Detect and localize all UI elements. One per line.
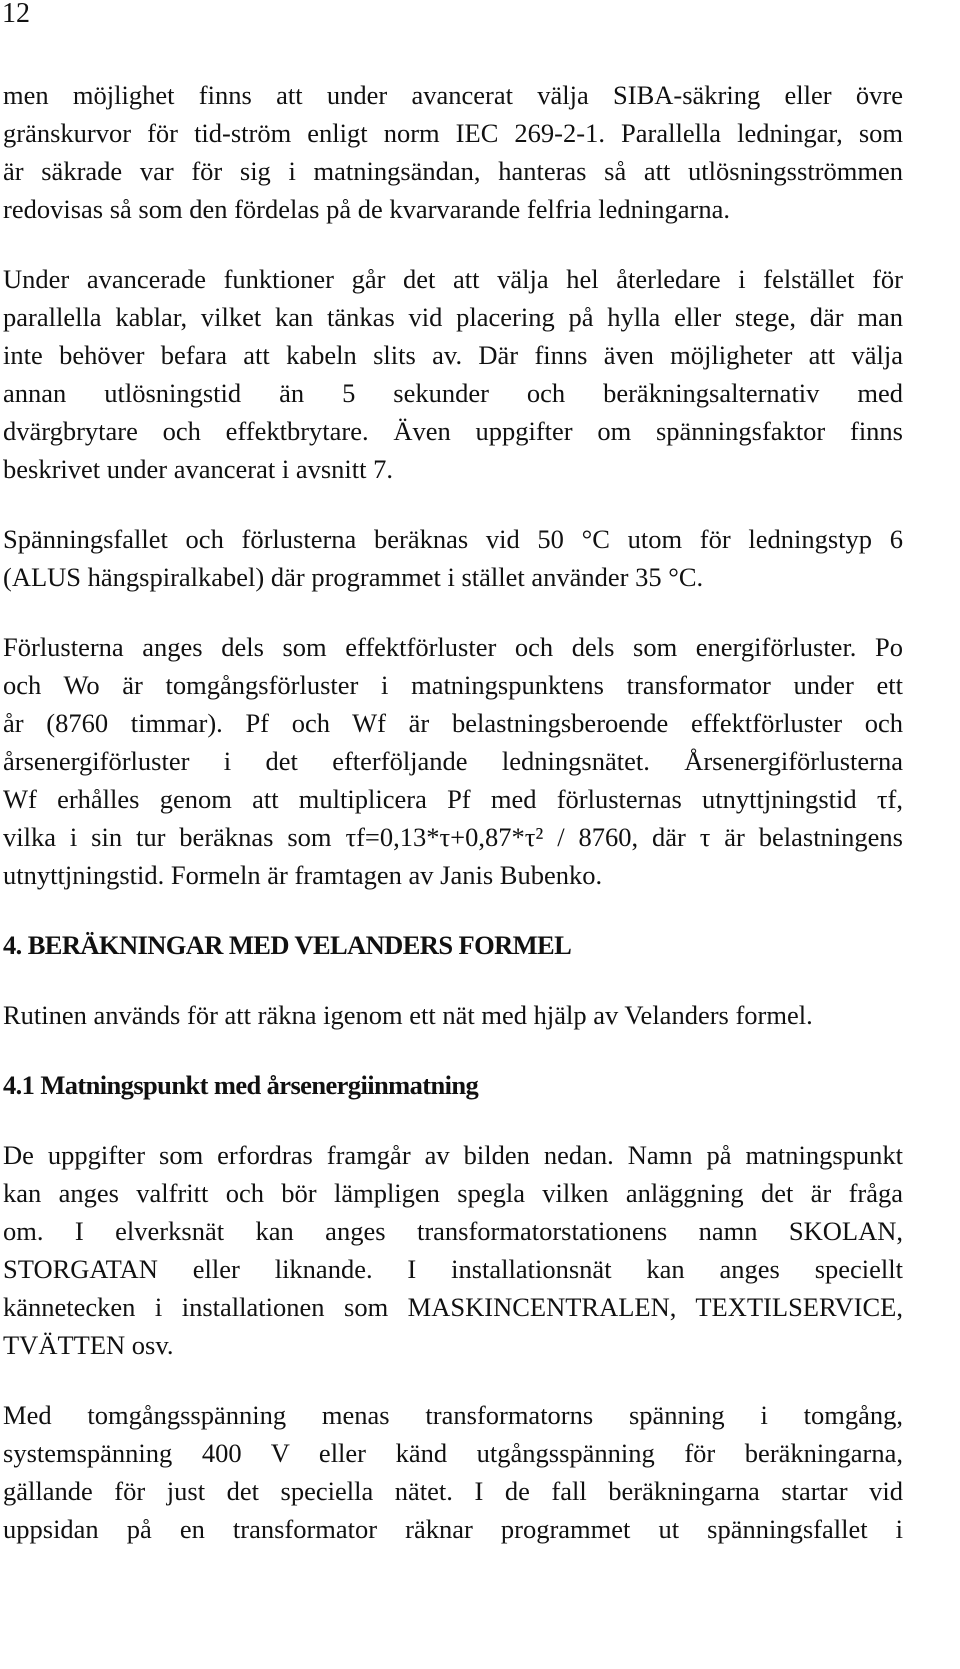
- text-line: Förlusterna anges dels som effektförluster och dels som energiförluster. Po: [3, 632, 903, 662]
- text-line: STORGATAN eller liknande. I installationsnät kan anges speciellt: [3, 1254, 903, 1284]
- text-line: Med tomgångsspänning menas transformatorns spänning i tomgång,: [3, 1400, 903, 1430]
- text-line: men möjlighet finns att under avancerat välja SIBA-säkring eller övre: [3, 80, 903, 110]
- text-line: beskrivet under avancerat i avsnitt 7.: [3, 454, 393, 484]
- paragraph-siba: [3, 76, 903, 228]
- text-line: om. I elverksnät kan anges transformatorstationens namn SKOLAN,: [3, 1216, 903, 1246]
- paragraph-velander: [3, 996, 903, 1034]
- text-line: gränskurvor för tid-ström enligt norm IEC 269-2-1. Parallella ledningar, som: [3, 118, 903, 148]
- text-line: kan anges valfritt och bör lämpligen spegla vilken anläggning det är fråga: [3, 1178, 903, 1208]
- document-body: [3, 76, 903, 1548]
- text-line: gällande för just det speciella nätet. I de fall beräkningarna startar vid: [3, 1476, 903, 1506]
- text-line: Spänningsfallet och förlusterna beräknas vid 50 °C utom för ledningstyp 6: [3, 524, 903, 554]
- text-line: De uppgifter som erfordras framgår av bilden nedan. Namn på matningspunkt: [3, 1140, 903, 1170]
- text-line: kännetecken i installationen som MASKINCENTRALEN, TEXTILSERVICE,: [3, 1292, 903, 1322]
- paragraph-voltage-drop: [3, 520, 903, 596]
- text-line: systemspänning 400 V eller känd utgångsspänning för beräkningarna,: [3, 1438, 903, 1468]
- text-line: inte behöver befara att kabeln slits av. Där finns även möjligheter att välja: [3, 340, 903, 370]
- text-line: dvärgbrytare och effektbrytare. Även uppgifter om spänningsfaktor finns: [3, 416, 903, 446]
- text-line: är säkrade var för sig i matningsändan, hanteras så att utlösningsströmmen: [3, 156, 903, 186]
- text-line: (ALUS hängspiralkabel) där programmet i stället använder 35 °C.: [3, 562, 704, 592]
- text-line: årsenergiförluster i det efterföljande ledningsnätet. Årsenergiförlusterna: [3, 746, 903, 776]
- text-line: utnyttjningstid. Formeln är framtagen av Janis Bubenko.: [3, 860, 603, 890]
- text-line: Rutinen används för att räkna igenom ett nät med hjälp av Velanders formel.: [3, 1000, 813, 1030]
- text-line: annan utlösningstid än 5 sekunder och beräkningsalternativ med: [3, 378, 903, 408]
- text-line: Wf erhålles genom att multiplicera Pf med förlusternas utnyttjningstid τf,: [3, 784, 903, 814]
- paragraph-no-load-voltage: [3, 1396, 903, 1548]
- text-line: TVÄTTEN osv.: [3, 1330, 174, 1360]
- paragraph-losses: [3, 628, 903, 894]
- text-line: vilka i sin tur beräknas som τf=0,13*τ+0,87*τ² / 8760, där τ är belastningens: [3, 822, 903, 852]
- text-line: och Wo är tomgångsförluster i matningspunktens transformator under ett: [3, 670, 903, 700]
- text-line: Under avancerade funktioner går det att välja hel återledare i felstället för: [3, 264, 903, 294]
- text-line: uppsidan på en transformator räknar programmet ut spänningsfallet i: [3, 1514, 903, 1544]
- paragraph-advanced-functions: [3, 260, 903, 488]
- text-line: parallella kablar, vilket kan tänkas vid placering på hylla eller stege, där man: [3, 302, 903, 332]
- page-number: 12: [2, 0, 30, 29]
- text-line: redovisas så som den fördelas på de kvarvarande felfria ledningarna.: [3, 194, 730, 224]
- paragraph-supply-point: [3, 1136, 903, 1364]
- section-heading-4: 4. BERÄKNINGAR MED VELANDERS FORMEL: [3, 930, 572, 960]
- text-line: år (8760 timmar). Pf och Wf är belastningsberoende effektförluster och: [3, 708, 903, 738]
- section-heading-4-1: 4.1 Matningspunkt med årsenergiinmatning: [3, 1070, 479, 1100]
